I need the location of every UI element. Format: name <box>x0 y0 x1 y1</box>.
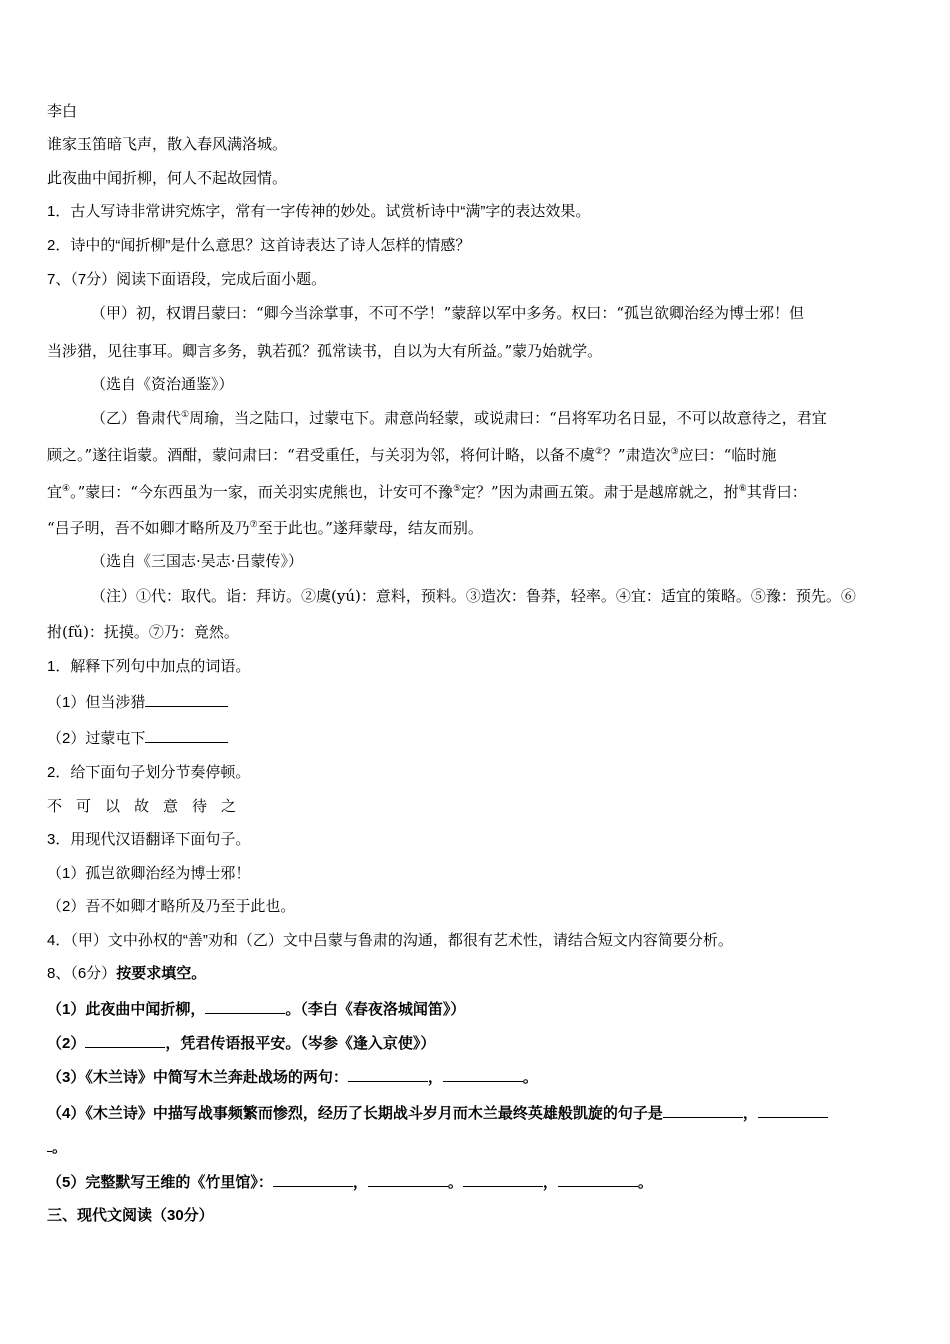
passage-yi-line-4: “吕子明，吾不如卿才略所及乃⑦至于此也。”遂拜蒙母，结友而别。 <box>47 519 483 537</box>
answer-blank[interactable] <box>758 1102 828 1118</box>
answer-blank[interactable] <box>558 1171 638 1187</box>
fill-item-1: （1）此夜曲中闻折柳， 。（李白《春夜洛城闻笛》） <box>47 998 465 1020</box>
notes-line-1: （注）①代：取代。诣：拜访。②虞(yú)：意料，预料。③造次：鲁莽，轻率。④宜：适宜的策略。⑤豫：预先。⑥ <box>91 587 856 605</box>
footnote-marker: ④ <box>62 484 71 494</box>
answer-blank[interactable] <box>145 691 228 707</box>
passage-jia-line-2: 当涉猎，见往事耳。卿言多务，孰若孤？孤常读书，自以为大有所益。”蒙乃始就学。 <box>47 342 603 360</box>
subquestion-3-item-1: （1）孤岂欲卿治经为博士邪！ <box>47 865 251 882</box>
subquestion-4: 4．（甲）文中孙权的“善”劝和（乙）文中吕蒙与鲁肃的沟通，都很有艺术性，请结合短文内容简要分析。 <box>47 932 733 949</box>
fill-item-4-cont: 。 <box>47 1136 67 1158</box>
notes-line-2: 拊(fǔ)：抚摸。⑦乃：竟然。 <box>47 623 239 641</box>
passage-jia-source: （选自《资治通鉴》） <box>91 375 234 393</box>
poem-line-1: 谁家玉笛暗飞声，散入春风满洛城。 <box>47 135 288 153</box>
subquestion-3: 3．用现代汉语翻译下面句子。 <box>47 831 251 848</box>
answer-blank[interactable] <box>463 1171 543 1187</box>
fill-item-2: （2） ，凭君传语报平安。（岑参《逢入京使》） <box>47 1032 435 1054</box>
answer-blank[interactable] <box>85 1032 165 1048</box>
subquestion-1: 1．解释下列句中加点的词语。 <box>47 658 251 675</box>
footnote-marker: ⑥ <box>738 484 747 494</box>
footnote-marker: ⑤ <box>452 484 462 494</box>
passage-yi-line-2: 顾之。”遂往诣蒙。酒酣，蒙问肃曰：“君受重任，与关羽为邻，将何计略，以备不虞②？”肃造次③应曰：“临时施 <box>47 446 777 464</box>
q7-header: 7、（7分）阅读下面语段，完成后面小题。 <box>47 271 327 288</box>
fill-item-4: （4）《木兰诗》中描写战事频繁而惨烈，经历了长期战斗岁月而木兰最终英雄般凯旋的句子是 ， <box>47 1102 828 1124</box>
footnote-marker: ① <box>181 410 190 420</box>
subquestion-1-item-2: （2）过蒙屯下 <box>47 727 228 749</box>
passage-yi-line-3: 宜④。”蒙曰：“今东西虽为一家，而关羽实虎熊也，计安可不豫⑤定？”因为肃画五策。肃于是越席就之，拊⑥其背曰： <box>47 483 807 501</box>
fill-item-5: （5）完整默写王维的《竹里馆》： ， 。 ， 。 <box>47 1171 653 1193</box>
fill-item-3: （3）《木兰诗》中简写木兰奔赴战场的两句： ， 。 <box>47 1066 538 1088</box>
passage-yi-line-1: （乙）鲁肃代①周瑜，当之陆口，过蒙屯下。肃意尚轻蒙，或说肃曰：“吕将军功名日显，不可以故意待之，君宜 <box>91 409 827 427</box>
answer-blank[interactable] <box>348 1066 428 1082</box>
section-3-title: 三、现代文阅读（30分） <box>47 1207 214 1224</box>
answer-blank[interactable] <box>205 998 285 1014</box>
footnote-marker: ⑦ <box>249 520 258 530</box>
subquestion-1-item-1: （1）但当涉猎 <box>47 691 228 713</box>
passage-yi-source: （选自《三国志·吴志·吕蒙传》） <box>91 552 304 570</box>
subquestion-3-item-2: （2）吾不如卿才略所及乃至于此也。 <box>47 898 296 915</box>
poem-author: 李白 <box>47 102 78 120</box>
q8-header: 8、（6分）按要求填空。 <box>47 965 207 982</box>
footnote-marker: ③ <box>670 447 679 457</box>
poem-line-2: 此夜曲中闻折柳，何人不起故园情。 <box>47 169 288 187</box>
answer-blank[interactable] <box>663 1102 743 1118</box>
poem-question-2: 2．诗中的“闻折柳”是什么意思？这首诗表达了诗人怎样的情感？ <box>47 237 471 254</box>
poem-question-1: 1．古人写诗非常讲究炼字，常有一字传神的妙处。试赏析诗中“满”字的表达效果。 <box>47 203 591 220</box>
footnote-marker: ② <box>594 447 603 457</box>
pause-sentence: 不可以故意待之 <box>47 798 251 815</box>
passage-jia-line-1: （甲）初，权谓吕蒙曰：“卿今当涂掌事，不可不学！”蒙辞以军中多务。权曰：“孤岂欲卿治经为博士邪！但 <box>91 304 805 322</box>
answer-blank[interactable] <box>443 1066 523 1082</box>
subquestion-2: 2．给下面句子划分节奏停顿。 <box>47 764 251 781</box>
answer-blank[interactable] <box>145 727 228 743</box>
answer-blank[interactable] <box>273 1171 353 1187</box>
answer-blank[interactable] <box>368 1171 448 1187</box>
